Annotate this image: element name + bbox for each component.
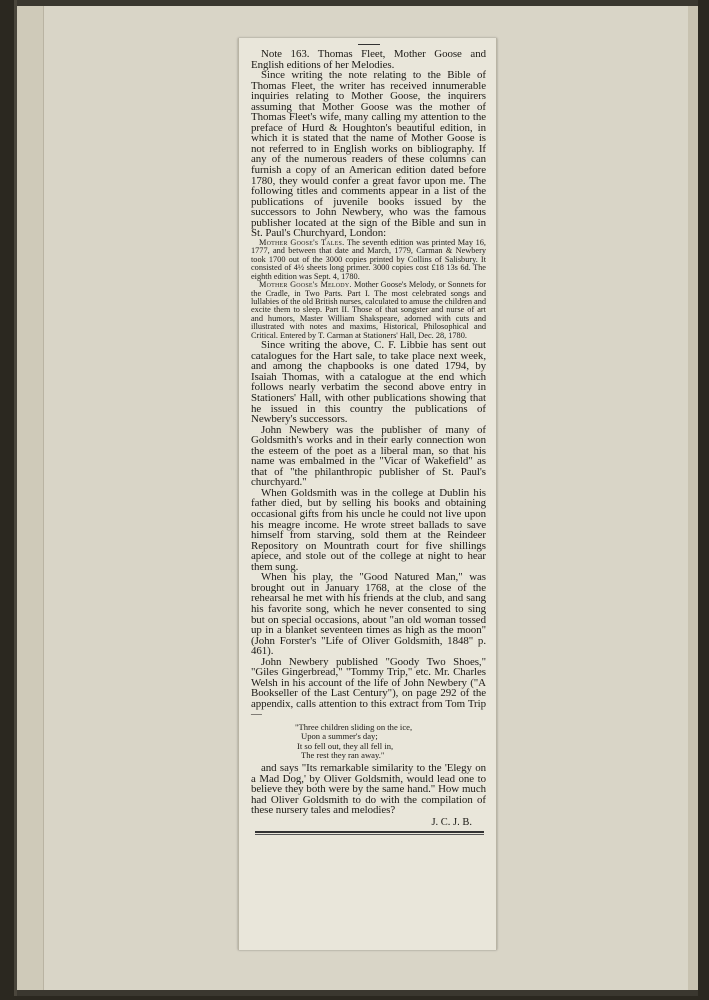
bottom-rule (255, 831, 484, 833)
paragraph-5: When his play, the "Good Natured Man," was brought out in January 1768, at the close of the rehearsal he met with his friends at the club, and sang his favorite song, which he never consented to sing but on special occasions, about "an old woman tossed up in a blanket seventeen times as high as the moon" (John Forster's "Life of Oliver Goldsmith, 1848" p. 461). (251, 571, 486, 658)
note-heading: Note 163. Thomas Fleet, Mother Goose and English editions of her Melodies. (251, 48, 486, 71)
entry-1-title: Mother Goose's Tales. (259, 237, 345, 247)
top-rule (358, 44, 380, 45)
page-top-edge (17, 0, 698, 6)
entry-2-text: Mother Goose's Melody, or Sonnets for the Cradle, in Two Parts. Part I. The most celebrated songs and lullabies of the old British nurses, calculated to amuse the children and excite them to sleep. Part II. Those of that songster and nurse of art and humors, Master William Shakspeare, adorned with cuts and illustrated with notes and maxims, Historical, Philosophical and Critical. Entered by T. Carman at Stationers' Hall, Dec. 28, 1780. (251, 280, 487, 340)
paragraph-2: Since writing the above, C. F. Libbie has sent out catalogues for the Hart sale, to take place next week, and among the chapbooks is one dated 1794, by Isaiah Thomas, with a catalogue at the end which follows nearly verbatim the second above entry in Stationers' Hall, with other publications showing that he issued in this country the publications of Newbery's successors. (251, 339, 486, 426)
entry-mother-goose-tales (251, 239, 486, 281)
poem-line: Upon a summer's day; (301, 731, 378, 742)
page-right-edge (688, 6, 698, 996)
entry-2-title: Mother Goose's Melody. (259, 280, 352, 290)
paragraph-4: When Goldsmith was in the college at Dublin his father died, but by selling his books and obtaining occasional gifts from his uncle he could not live upon his meagre income. He wrote street ballads to save himself from starving, sold them at the Reindeer Repository on Mountrath court for five shillings apiece, and stole out of the college at night to hear them sung. (251, 486, 486, 573)
signature: J. C. J. B. (431, 816, 472, 828)
binding-margin (17, 6, 44, 996)
paragraph-7: and says "Its remarkable similarity to the 'Elegy on a Mad Dog,' by Oliver Goldsmith, would lead one to believe they both were by the same hand." How much had Oliver Goldsmith to do with the compilation of these nursery tales and melodies? (251, 762, 486, 817)
bottom-rule-thin (255, 834, 484, 835)
poem-line: "Three children sliding on the ice, (295, 721, 413, 732)
poem-line: It so fell out, they all fell in, (297, 740, 394, 751)
poem-line: The rest they ran away." (301, 749, 385, 760)
paragraph-1: Since writing the note relating to the Bible of Thomas Fleet, the writer has received innumerable inquiries relating to Mother Goose, the inquirers assuming that Mother Goose was the mother of Thomas Fleet's wife, many calling my attention to the preface of Hurd & Houghton's beautiful edition, in which it is stated that the name of Mother Goose is not referred to in English works on bibliography. If any of the numerous readers of these columns can furnish a copy of an American edition dated before 1780, they would confer a great favor upon me. The following titles and comments appear in a list of the publications of juvenile books issued by the successors to John Newbery, who was the famous publisher located at the sign of the Bible and sun in St. Paul's Churchyard, London: (251, 69, 486, 240)
paragraph-3: John Newbery was the publisher of many of Goldsmith's works and in their early connection won the esteem of the poet as a liberal man, so that his name was embalmed in the "Vicar of Wakefield" as that of "the philanthropic publisher of St. Paul's churchyard." (251, 423, 486, 489)
paragraph-6: John Newbery published "Goody Two Shoes," "Giles Gingerbread," "Tommy Trip," etc. Mr. Charles Welsh in his account of the life of John Newbery ("A Bookseller of the Last Century"), on page 292 of the appendix, calls attention to this extract from Tom Trip— (251, 655, 486, 721)
entry-mother-goose-melody (251, 281, 486, 340)
entry-1-text: The seventh edition was printed May 16, 1777, and between that date and March, 1779, Carman & Newbery took 1700 out of the 3000 copies printed by Collins of Salisbury. It consisted of 4½ sheets long primer. 3000 copies cost £18 13s 6d. The eighth edition was Sept. 4, 1780. (251, 237, 486, 281)
page-bottom-edge (17, 990, 698, 996)
poem-extract (251, 723, 486, 760)
newspaper-clipping (238, 38, 497, 950)
